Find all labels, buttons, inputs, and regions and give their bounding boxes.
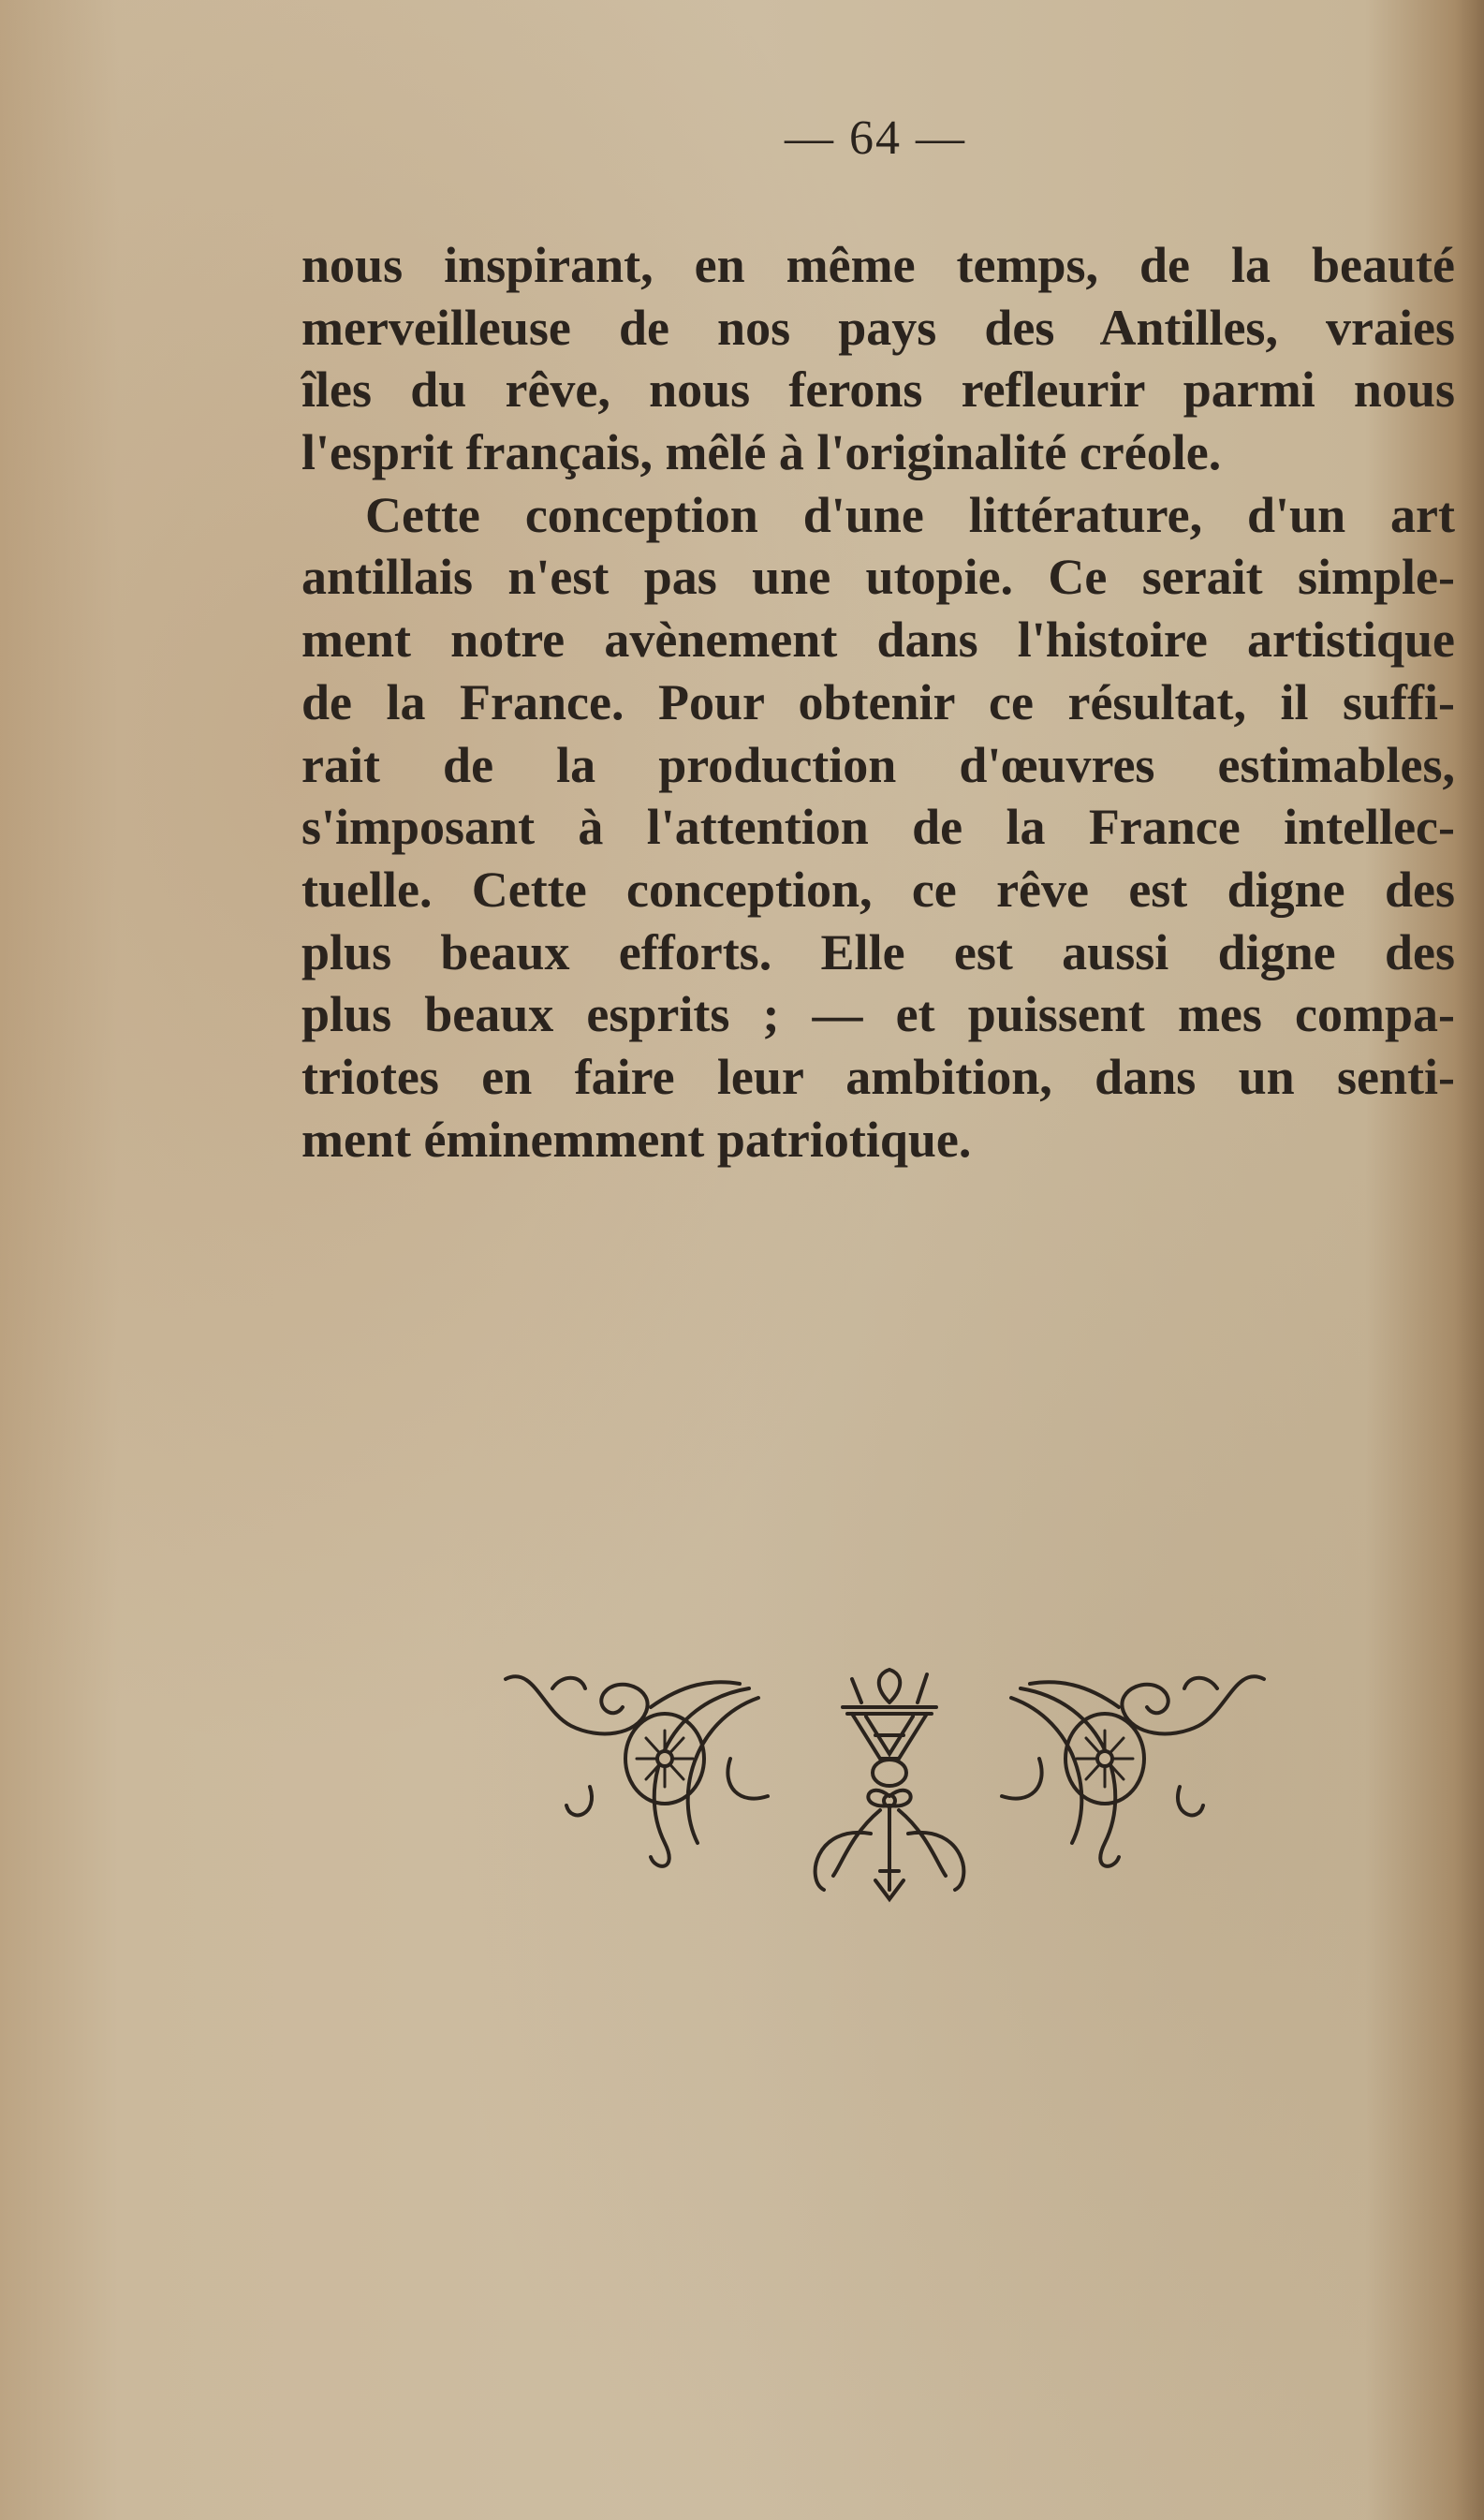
text-line: ment éminemment patriotique.: [301, 1111, 972, 1168]
floral-ornament-icon: [496, 1646, 1273, 1904]
text-line: îles du rêve, nous ferons refleurir parmi nous: [301, 361, 1455, 419]
text-line: plus beaux efforts. Elle est aussi digne des: [301, 923, 1455, 980]
text-line: nous inspirant, en même temps, de la beauté: [301, 237, 1455, 293]
text-line: l'esprit français, mêlé à l'originalité créole.: [301, 424, 1222, 481]
text-line: ment notre avènement dans l'histoire artistique: [301, 612, 1455, 669]
text-line: antillais n'est pas une utopie. Ce serait simple-: [301, 549, 1455, 606]
text-line: de la France. Pour obtenir ce résultat, il suffi-: [301, 673, 1455, 730]
text-line: rait de la production d'œuvres estimables,: [301, 736, 1455, 793]
page-number: — 64 —: [785, 111, 966, 165]
text-line: merveilleuse de nos pays des Antilles, vraies: [301, 299, 1455, 356]
text-line: triotes en faire leur ambition, dans un senti-: [301, 1048, 1455, 1105]
text-line: s'imposant à l'attention de la France intellec-: [301, 799, 1455, 856]
body-text: [301, 234, 1455, 1171]
paragraph-start-line: Cette conception d'une littérature, d'un art: [365, 486, 1455, 543]
text-line: plus beaux esprits ; — et puissent mes compa-: [301, 986, 1455, 1043]
text-line: tuelle. Cette conception, ce rêve est digne des: [301, 861, 1455, 918]
